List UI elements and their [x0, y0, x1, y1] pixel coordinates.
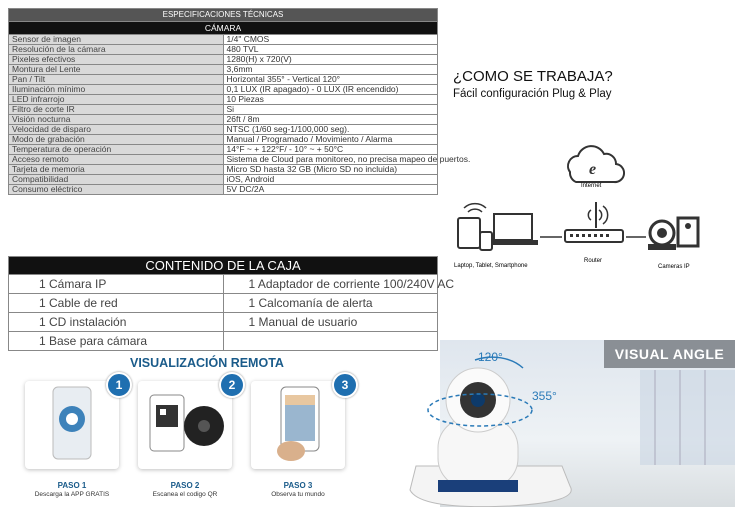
spec-header: ESPECIFICACIONES TÉCNICAS [9, 9, 438, 22]
spec-key: Visión nocturna [9, 115, 224, 125]
step-3-title: PASO 3 [283, 481, 313, 490]
box-item-right: 1 Adaptador de corriente 100/240V AC [223, 275, 438, 294]
spec-row [9, 35, 438, 45]
box-row [9, 332, 438, 351]
router-icon [565, 230, 623, 242]
step-1-title: PASO 1 [57, 481, 87, 490]
spec-table [8, 8, 471, 195]
phone-view-image [251, 381, 345, 469]
step-2-title: PASO 2 [170, 481, 200, 490]
spec-row [9, 125, 438, 135]
step-2-card [138, 381, 232, 469]
spec-key: Velocidad de disparo [9, 125, 224, 135]
spec-key: Pan / Tilt [9, 75, 224, 85]
step-3-number: 3 [332, 372, 358, 398]
spec-value: 3,6mm [223, 65, 438, 75]
spec-key: Sensor de imagen [9, 35, 224, 45]
box-row [9, 275, 438, 294]
box-item-left: 1 Base para cámara [9, 332, 224, 351]
spec-value: 26ft / 8m [223, 115, 438, 125]
spec-key: Compatibilidad [9, 175, 224, 185]
spec-row [9, 75, 438, 85]
spec-subheader: CÁMARA [9, 22, 438, 35]
how-title: ¿COMO SE TRABAJA? [453, 68, 613, 85]
spec-value: 14°F ~ + 122°F/ - 10° ~ + 50°C [223, 145, 438, 155]
remote-title: VISUALIZACIÓN REMOTA [130, 356, 284, 370]
spec-value: Horizontal 355° - Vertical 120° [223, 75, 438, 85]
spec-value: 1280(H) x 720(V) [223, 55, 438, 65]
wifi-icon [464, 204, 486, 212]
spec-value: 5V DC/2A [223, 185, 438, 195]
spec-row [9, 185, 438, 195]
step-1-desc: Descarga la APP GRATIS [34, 491, 110, 498]
box-item-left: 1 CD instalación [9, 313, 224, 332]
spec-key: Acceso remoto [9, 155, 224, 165]
spec-key: Consumo eléctrico [9, 185, 224, 195]
spec-row [9, 135, 438, 145]
spec-key: Tarjeta de memoria [9, 165, 224, 175]
spec-row [9, 115, 438, 125]
spec-row [9, 105, 438, 115]
spec-row [9, 95, 438, 105]
spec-key: LED infrarrojo [9, 95, 224, 105]
spec-value: Sistema de Cloud para monitoreo, no precisa mapeo de puertos. [223, 155, 438, 165]
spec-value: 0,1 LUX (IR apagado) - 0 LUX (IR encendido) [223, 85, 438, 95]
ip-camera-icon [648, 218, 698, 250]
spec-value: 1/4" CMOS [223, 35, 438, 45]
wifi-icon [588, 206, 607, 224]
router-label: Router [584, 258, 603, 264]
step-3-desc: Observa tu mundo [271, 491, 325, 498]
svg-text:e: e [589, 161, 597, 178]
qr-scan-image [138, 381, 232, 469]
spec-value: Micro SD hasta 32 GB (Micro SD no incluida) [223, 165, 438, 175]
spec-key: Modo de grabación [9, 135, 224, 145]
how-subtitle: Fácil configuración Plug & Play [453, 88, 612, 100]
spec-key: Temperatura de operación [9, 145, 224, 155]
cameras-label: Cameras IP [658, 264, 690, 270]
internet-label: Internet [581, 183, 602, 189]
phone-icon [480, 232, 492, 250]
devices-label: Laptop, Tablet, Smartphone [454, 263, 528, 269]
box-item-right: 1 Calcomanía de alerta [223, 294, 438, 313]
spec-row [9, 155, 438, 165]
spec-row [9, 65, 438, 75]
spec-key: Iluminación mínimo [9, 85, 224, 95]
cloud-internet-icon [568, 146, 624, 182]
spec-row [9, 175, 438, 185]
horizontal-angle-label: 355° [532, 389, 557, 403]
phone-app-image [25, 381, 119, 469]
box-item-left: 1 Cable de red [9, 294, 224, 313]
spec-row [9, 45, 438, 55]
step-1-number: 1 [106, 372, 132, 398]
spec-key: Resolución de la cámara [9, 45, 224, 55]
tablet-icon [458, 218, 480, 248]
step-2-number: 2 [219, 372, 245, 398]
network-diagram [450, 140, 725, 275]
box-item-right: 1 Manual de usuario [223, 313, 438, 332]
spec-key: Pixeles efectivos [9, 55, 224, 65]
vertical-angle-label: 120° [478, 350, 503, 364]
spec-row [9, 165, 438, 175]
spec-value: 10 Piezas [223, 95, 438, 105]
spec-key: Montura del Lente [9, 65, 224, 75]
spec-key: Filtro de corte IR [9, 105, 224, 115]
box-item-left: 1 Cámara IP [9, 275, 224, 294]
spec-value: Manual / Programado / Movimiento / Alarma [223, 135, 438, 145]
step-3-card [251, 381, 345, 469]
box-item-right [223, 332, 438, 351]
spec-value: 480 TVL [223, 45, 438, 55]
box-header: CONTENIDO DE LA CAJA [9, 257, 438, 275]
spec-row [9, 145, 438, 155]
spec-row [9, 85, 438, 95]
step-2-desc: Escanea el codigo QR [152, 491, 218, 498]
visual-angle-banner: VISUAL ANGLE [604, 340, 735, 368]
spec-value: iOS, Android [223, 175, 438, 185]
box-row [9, 313, 438, 332]
spec-value: NTSC (1/60 seg-1/100,000 seg). [223, 125, 438, 135]
laptop-icon [488, 214, 538, 245]
spec-row [9, 55, 438, 65]
box-contents-table [8, 256, 454, 351]
box-row [9, 294, 438, 313]
step-1-card [25, 381, 119, 469]
spec-value: Si [223, 105, 438, 115]
